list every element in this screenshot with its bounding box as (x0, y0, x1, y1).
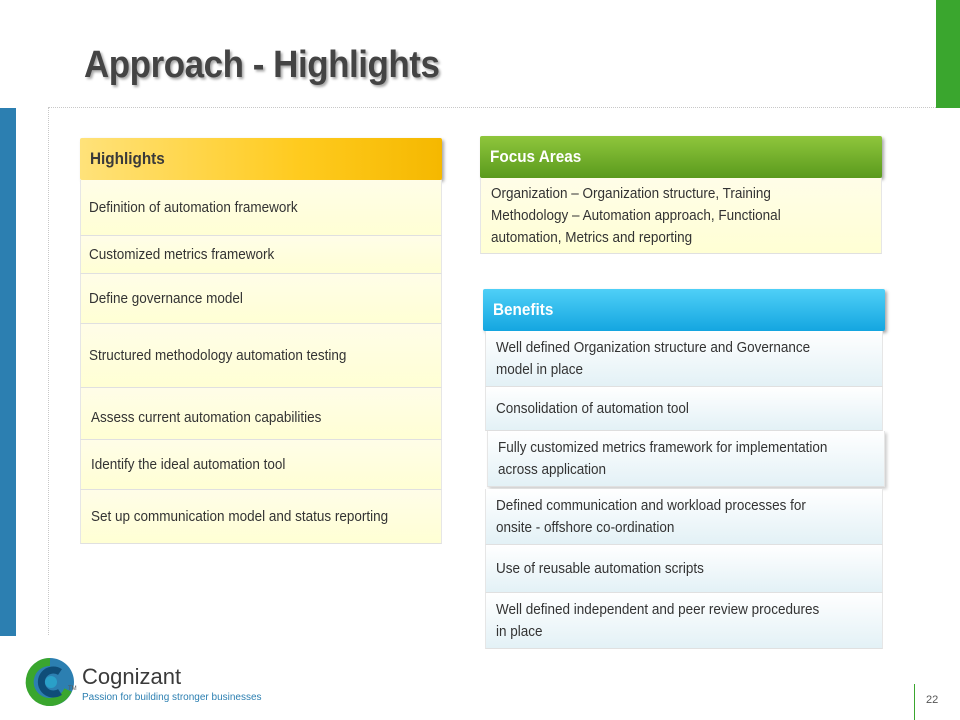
highlight-item (80, 490, 442, 544)
benefit-item (487, 431, 885, 487)
benefits-header-label: Benefits (493, 300, 554, 319)
benefit-item-label: Consolidation of automation tool (496, 399, 689, 417)
focus-areas-header-label: Focus Areas (490, 147, 582, 166)
benefit-item (485, 545, 883, 593)
brand-tagline (68, 686, 262, 703)
trademark-mark: TM (68, 686, 77, 692)
highlight-item-label: Define governance model (89, 289, 243, 307)
right-accent-bar (936, 0, 960, 108)
benefit-item-label: Use of reusable automation scripts (496, 559, 704, 577)
benefit-item-label: Well defined Organization structure and Governance model in place (496, 338, 811, 378)
focus-areas-content (480, 178, 882, 254)
highlight-item-label: Definition of automation framework (89, 198, 298, 216)
highlight-item (80, 324, 442, 388)
left-accent-bar (0, 108, 16, 636)
highlights-header (80, 138, 442, 180)
highlight-item-label: Set up communication model and status reporting (91, 507, 389, 525)
highlight-item (80, 388, 442, 440)
benefit-item (485, 331, 883, 387)
highlight-item-label: Assess current automation capabilities (91, 408, 322, 426)
benefit-item (485, 387, 883, 431)
benefit-item-label: Well defined independent and peer review procedures in place (496, 600, 820, 640)
frame-left-border (48, 107, 49, 635)
focus-areas-header (480, 136, 882, 178)
highlight-item (80, 180, 442, 236)
benefit-item-label: Fully customized metrics framework for implementation across application (498, 438, 828, 478)
highlights-header-label: Highlights (90, 149, 165, 168)
highlight-item-label: Customized metrics framework (89, 245, 275, 263)
highlight-item (80, 440, 442, 490)
benefit-item (485, 489, 883, 545)
highlight-item (80, 236, 442, 274)
brand-name-text: Cognizant (82, 664, 182, 689)
brand-name (82, 664, 181, 690)
cognizant-logo-icon (24, 656, 76, 708)
highlight-item-label: Structured methodology automation testing (89, 346, 347, 364)
slide-title: Approach - Highlights (84, 44, 440, 86)
page-number-divider (914, 684, 915, 720)
highlight-item-label: Identify the ideal automation tool (91, 455, 286, 473)
focus-areas-text: Organization – Organization structure, Training Methodology – Automation approach, Functional automation, Metrics and reporting (491, 184, 781, 246)
brand-tagline-text: Passion for building stronger businesses (82, 692, 262, 703)
benefits-header (483, 289, 885, 331)
benefit-item-label: Defined communication and workload processes for onsite - offshore co-ordination (496, 496, 806, 536)
frame-top-border (48, 107, 936, 108)
highlight-item (80, 274, 442, 324)
benefit-item (485, 593, 883, 649)
page-number: 22 (926, 694, 939, 706)
